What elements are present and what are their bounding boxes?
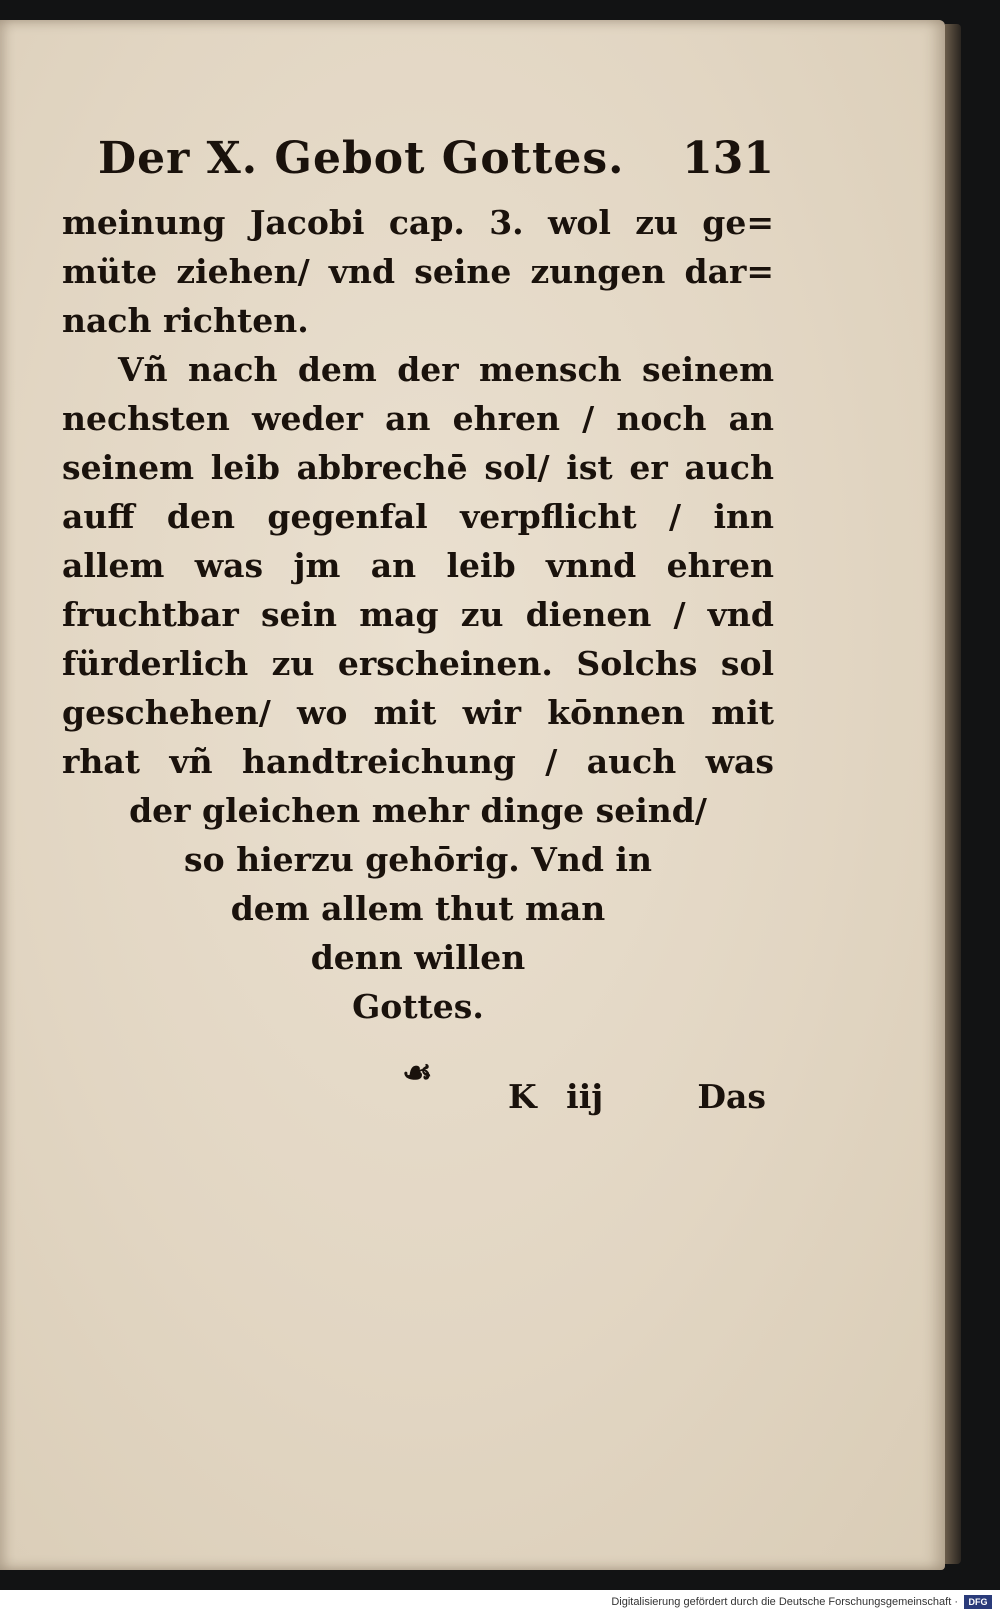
running-head: [62, 120, 774, 198]
book-page: [0, 20, 945, 1570]
text-line: meinung Jacobi cap. 3. wol zu ge=: [62, 203, 774, 242]
digitization-bar: [0, 1590, 1000, 1616]
text-line: fruchtbar sein mag zu dienen / vnd: [62, 595, 774, 634]
text-line: fürderlich zu erscheinen. Solchs sol: [62, 644, 774, 683]
digitization-notice: Digitalisierung gefördert durch die Deutsche Forschungsgemeinschaft ·: [611, 1596, 958, 1608]
text-block: [62, 120, 774, 1116]
text-line: Gottes.: [352, 987, 484, 1026]
text-line: seinem leib abbrechē sol/ ist er auch: [62, 448, 774, 487]
text-line: geschehen/ wo mit wir kōnnen mit: [62, 693, 774, 732]
text-line: dem allem thut man: [230, 889, 606, 928]
text-line: auff den gegenfal verpflicht / inn: [62, 497, 774, 536]
dfg-logo: DFG: [964, 1595, 992, 1609]
page-edge: [945, 24, 961, 1564]
page-footer: [62, 1053, 774, 1116]
text-line: der gleichen mehr dinge seind/: [129, 791, 707, 830]
text-line: nechsten weder an ehren / noch an: [62, 399, 774, 438]
text-line: rhat vñ handtreichung / auch was: [62, 742, 774, 781]
fleuron-ornament: ☙: [402, 1053, 433, 1093]
text-line: denn willen: [310, 938, 526, 977]
page-number: 131: [682, 133, 774, 184]
text-line: so hierzu gehōrig. Vnd in: [184, 840, 652, 879]
text-line: nach richten.: [62, 301, 309, 340]
text-line: müte ziehen/ vnd seine zungen dar=: [62, 252, 774, 291]
catchword: Das: [697, 1077, 766, 1116]
text-line: allem was jm an leib vnnd ehren: [62, 546, 774, 585]
text-line: Vñ nach dem der mensch seinem: [118, 350, 774, 389]
signature-mark: K iij: [508, 1077, 604, 1116]
running-head-title: Der X. Gebot Gottes.: [98, 133, 625, 184]
